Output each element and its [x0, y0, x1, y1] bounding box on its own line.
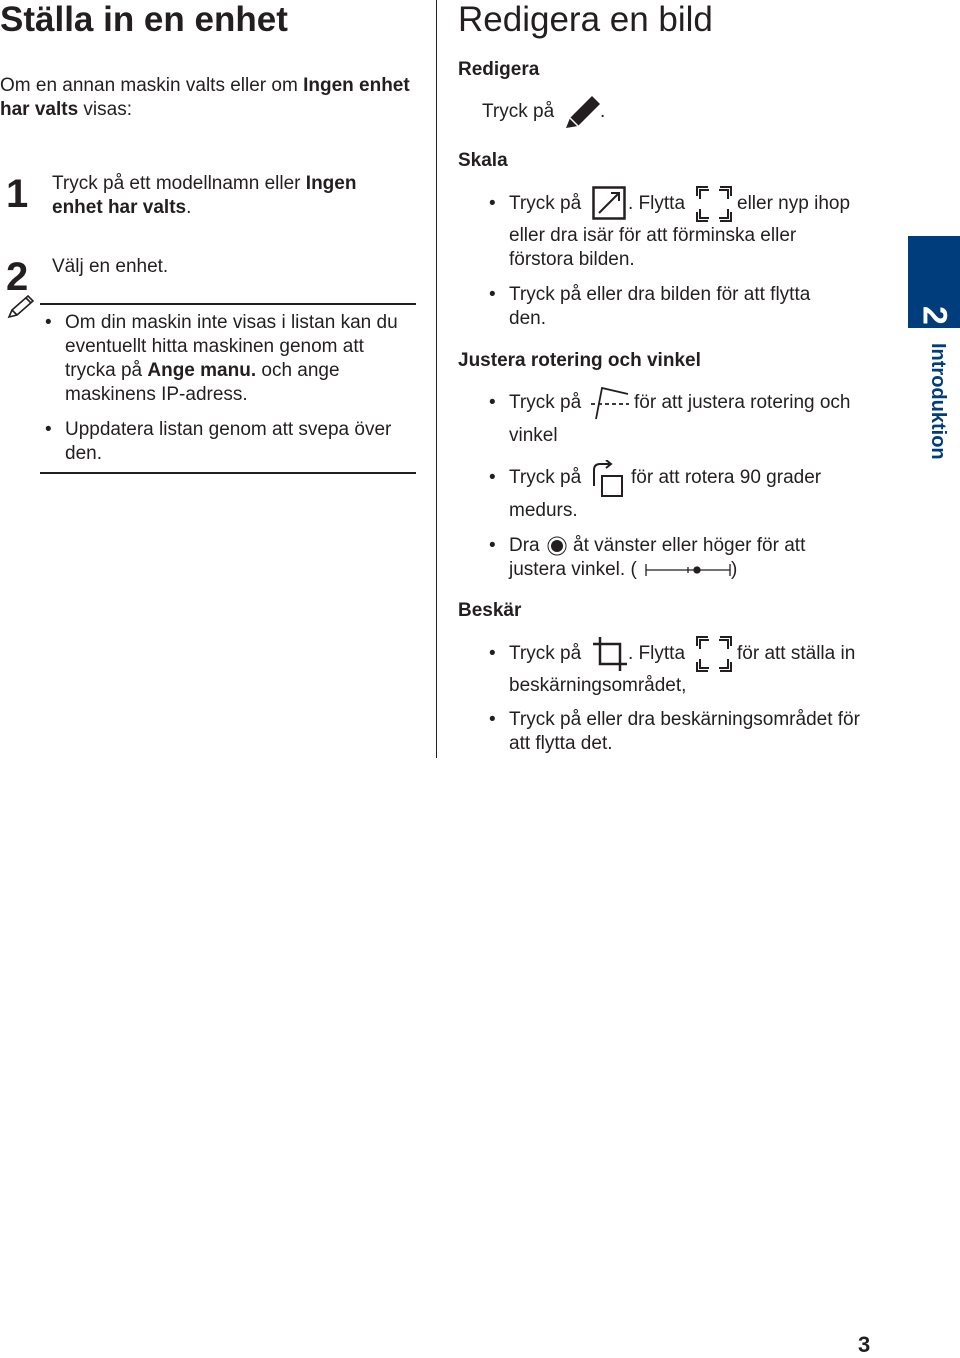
skala-b1-d: eller dra isär för att förminska eller förstora bilden. [509, 225, 797, 270]
pencil-icon [562, 92, 602, 137]
crop-frame-corners-icon [696, 636, 732, 677]
rotering-b1-a: Tryck på [509, 392, 582, 413]
rotering-bullet-3: • Dra [489, 535, 540, 556]
beskar-b1-d: beskärningsområdet, [509, 675, 687, 696]
step-1-text-bold: Ingen enhet har valts [52, 173, 357, 218]
beskar-heading: Beskär [458, 600, 522, 621]
step-1-number: 1 [6, 172, 29, 216]
note-bullet-1-bold: Ange manu. [147, 360, 257, 381]
rotering-b2-c: medurs. [509, 500, 578, 521]
left-intro-bold: Ingen enhet har valts [0, 75, 410, 120]
pencil-note-icon [6, 294, 36, 325]
rotering-bullet-1: • Tryck på [489, 392, 582, 413]
note-bullet-1: • Om din maskin inte visas i listan kan du eventuellt hitta maskinen genom att trycka på Ange manu. och ange maskinens IP-adress. [45, 312, 398, 405]
note-bullet-1-text-end: och ange maskinens IP-adress. [65, 360, 340, 405]
skala-bullet-2: • Tryck på eller dra bilden för att flytta den. [489, 284, 811, 329]
note-top-rule [40, 303, 416, 305]
straighten-icon [590, 386, 630, 425]
rotering-bullet-2: • Tryck på [489, 467, 582, 488]
angle-slider-icon [645, 562, 731, 583]
right-title: Redigera en bild [458, 0, 713, 39]
page-number: 3 [858, 1332, 871, 1357]
note-bottom-rule [40, 472, 416, 474]
rotering-b3-c: justera vinkel. ( [509, 559, 637, 580]
skala-bullet-1: • Tryck på [489, 193, 582, 214]
beskar-bullet-1: • Tryck på [489, 643, 582, 664]
crop-icon [592, 636, 628, 677]
beskar-b1-b: . Flytta [628, 643, 686, 664]
redigera-text: Tryck på [482, 101, 555, 122]
step-2-text: Välj en enhet. [52, 256, 169, 277]
left-intro-text: Om en annan maskin valts eller om [0, 75, 304, 96]
redigera-text-end: . [600, 101, 606, 122]
scale-icon [592, 186, 626, 225]
chapter-tab-label: Introduktion [927, 343, 949, 460]
beskar-bullet-2: • Tryck på eller dra beskärningsområdet för att flytta det. [489, 709, 860, 754]
skala-b1-a: Tryck på [509, 193, 582, 214]
beskar-b1-c: för att ställa in [737, 643, 856, 664]
rotate-90-icon [590, 460, 628, 505]
rotering-b1-b: för att justera rotering och [634, 392, 851, 413]
skala-b1-c: eller nyp ihop [737, 193, 851, 214]
left-title: Ställa in en enhet [0, 0, 288, 39]
skala-b2-text: Tryck på eller dra bilden för att flytta den. [509, 284, 811, 329]
left-intro-text-end: visas: [78, 99, 133, 120]
beskar-b2-text: Tryck på eller dra beskärningsområdet för att flytta det. [509, 709, 860, 754]
step-1-text-a: Tryck på ett modellnamn eller [52, 173, 306, 194]
rotering-b3-d: ) [731, 559, 738, 580]
chapter-tab-number: 2 [915, 306, 954, 325]
rotering-b1-c: vinkel [509, 425, 558, 446]
beskar-b1-a: Tryck på [509, 643, 582, 664]
step-1-text [52, 172, 412, 220]
redigera-heading: Redigera [458, 59, 540, 80]
rotering-b2-a: Tryck på [509, 467, 582, 488]
skala-b1-b: . Flytta [628, 193, 686, 214]
step-1-text-end: . [186, 197, 192, 218]
skala-heading: Skala [458, 150, 508, 171]
note-bullet-2-text: Uppdatera listan genom att svepa över den. [65, 419, 392, 464]
left-intro [0, 74, 420, 122]
column-divider [436, 0, 437, 758]
rotering-heading: Justera rotering och vinkel [458, 350, 701, 371]
rotering-b2-b: för att rotera 90 grader [631, 467, 822, 488]
frame-corners-icon [696, 186, 732, 227]
note-bullet-1-text: Om din maskin inte visas i listan kan du eventuellt hitta maskinen genom att trycka på [65, 312, 398, 381]
rotering-b3-b: åt vänster eller höger för att [573, 535, 806, 556]
rotering-b3-a: Dra [509, 535, 540, 556]
step-2-number: 2 [6, 255, 29, 299]
note-bullet-2: • Uppdatera listan genom att svepa över den. [45, 419, 392, 464]
